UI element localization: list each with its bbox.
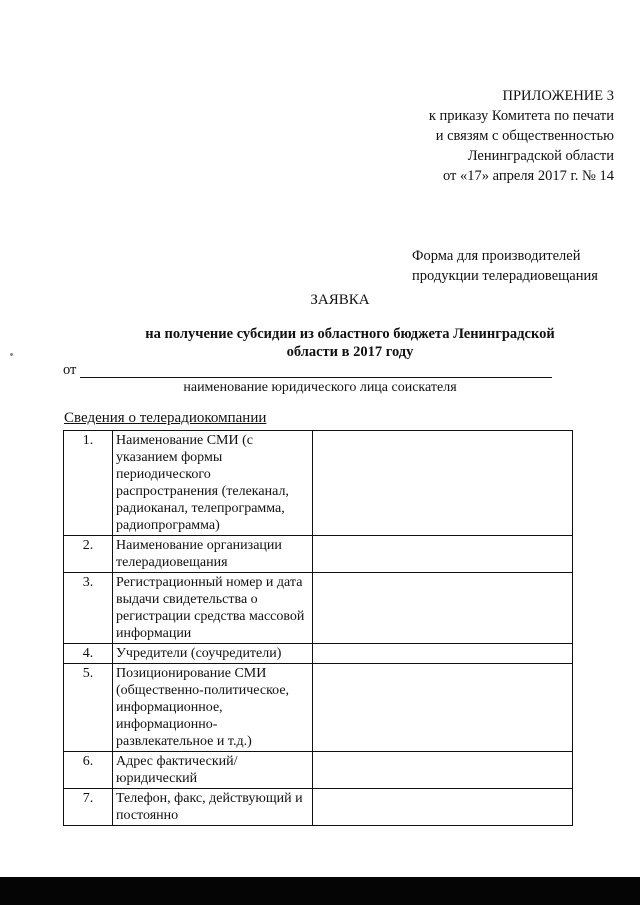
scan-edge-bar (0, 877, 640, 905)
appendix-line-2: к приказу Комитета по печати (428, 108, 614, 124)
form-note-line-2: продукции телерадиовещания (412, 268, 598, 284)
from-label: от (63, 362, 77, 378)
document-title: ЗАЯВКА (310, 292, 370, 308)
row-label: Регистрационный номер и дата выдачи свидетельства о регистрации средства массовой информации (113, 573, 313, 644)
row-number: 7. (64, 789, 113, 826)
applicant-name-caption: наименование юридического лица соискателя (183, 380, 457, 395)
row-number: 6. (64, 752, 113, 789)
row-number: 5. (64, 664, 113, 752)
row-value-cell (313, 752, 573, 789)
table-row (64, 752, 573, 789)
row-number: 2. (64, 536, 113, 573)
row-number: 4. (64, 644, 113, 664)
appendix-line-1: ПРИЛОЖЕНИЕ 3 (502, 88, 614, 104)
row-label: Наименование СМИ (с указанием формы периодического распространения (телеканал, радиоканал, телепрограмма, радиопрограмма) (113, 431, 313, 536)
row-label: Позиционирование СМИ (общественно-политическое, информационное, информационно-развлекательное и т.д.) (113, 664, 313, 752)
row-value-cell (313, 573, 573, 644)
scan-artifact-dot (10, 353, 13, 356)
form-note-line-1: Форма для производителей (412, 248, 581, 264)
table-row (64, 431, 573, 536)
table-row (64, 644, 573, 664)
row-label: Адрес фактический/ юридический (113, 752, 313, 789)
appendix-line-4: Ленинградской области (467, 148, 614, 164)
row-value-cell (313, 536, 573, 573)
table-row (64, 664, 573, 752)
table-row (64, 536, 573, 573)
row-value-cell (313, 664, 573, 752)
row-label: Наименование организации телерадиовещания (113, 536, 313, 573)
row-label: Учредители (соучредители) (113, 644, 313, 664)
row-label: Телефон, факс, действующий и постоянно (113, 789, 313, 826)
section-title: Сведения о телерадиокомпании (64, 410, 267, 426)
row-number: 1. (64, 431, 113, 536)
row-value-cell (313, 431, 573, 536)
applicant-name-line (80, 377, 552, 378)
row-value-cell (313, 789, 573, 826)
table-row (64, 789, 573, 826)
row-number: 3. (64, 573, 113, 644)
document-subtitle: на получение субсидии из областного бюджета Ленинградской области в 2017 году (145, 326, 555, 360)
company-info-table (63, 430, 573, 826)
appendix-line-3: и связям с общественностью (435, 128, 614, 144)
appendix-line-5: от «17» апреля 2017 г. № 14 (442, 168, 614, 184)
row-value-cell (313, 644, 573, 664)
table-row (64, 573, 573, 644)
